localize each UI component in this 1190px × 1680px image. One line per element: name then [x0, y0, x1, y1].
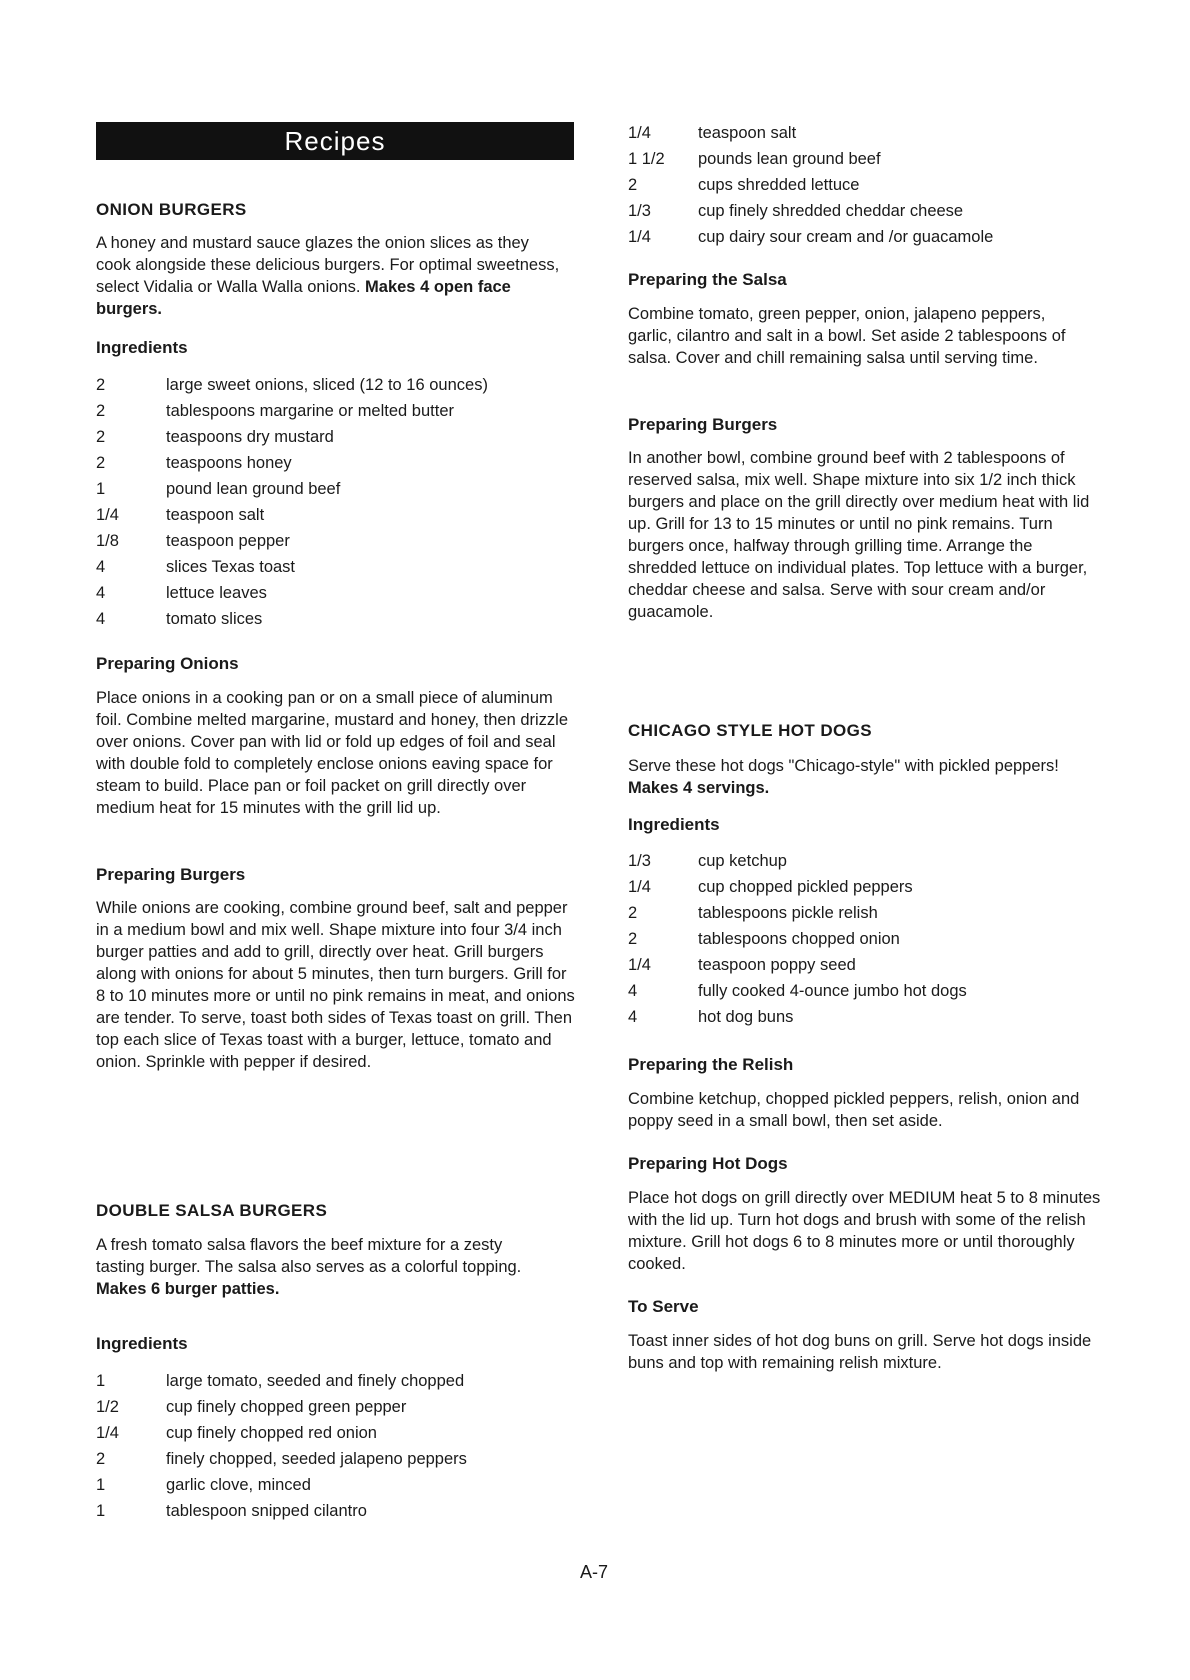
ingredient-row — [96, 554, 488, 580]
to-serve-text: Toast inner sides of hot dog buns on grill. Serve hot dogs inside buns and top with remaining relish mixture. — [628, 1332, 1092, 1372]
double-salsa-title: DOUBLE SALSA BURGERS — [96, 1201, 328, 1220]
ingredient-item: tablespoon snipped cilantro — [166, 1502, 367, 1520]
ingredient-row — [628, 848, 967, 874]
hot-dogs-title: CHICAGO STYLE HOT DOGS — [628, 721, 872, 740]
ingredient-qty: 2 — [96, 402, 106, 420]
ingredient-item: teaspoon pepper — [166, 532, 290, 550]
ingredient-qty: 2 — [628, 176, 638, 194]
ingredient-row — [96, 1368, 467, 1394]
ingredient-item: cup finely chopped red onion — [166, 1424, 377, 1442]
double-salsa-intro: A fresh tomato salsa flavors the beef mixture for a zesty tasting burger. The salsa also serves as a colorful topping. Makes 6 burger patties. — [96, 1236, 522, 1298]
ingredient-row — [96, 1472, 467, 1498]
ingredient-qty: 2 — [96, 454, 106, 472]
preparing-onions-text: Place onions in a cooking pan or on a small piece of aluminum foil. Combine melted margarine, mustard and honey, then drizzle over onions. Cover pan with lid or fold up edges of foil and seal with double fold to completely enclose onions eaving space for steam to build. Place pan or foil packet on grill directly over medium heat for 15 minutes with the grill lid up. — [96, 689, 569, 817]
ingredient-item: large sweet onions, sliced (12 to 16 ounces) — [166, 376, 488, 394]
preparing-hot-dogs-head: Preparing Hot Dogs — [628, 1154, 788, 1173]
ingredient-row — [96, 1446, 467, 1472]
ingredient-item: teaspoon salt — [698, 124, 797, 142]
ingredient-row — [628, 120, 993, 146]
preparing-relish-head: Preparing the Relish — [628, 1055, 794, 1074]
onion-burgers-intro: A honey and mustard sauce glazes the onion slices as they cook alongside these delicious burgers. For optimal sweetness, select Vidalia or Walla Walla onions. Makes 4 open face burgers. — [96, 234, 560, 318]
ingredient-row — [628, 952, 967, 978]
salsa-preparing-burgers-text: In another bowl, combine ground beef with 2 tablespoons of reserved salsa, mix well. Shape mixture into six 1/2 inch thick burgers and place on the grill directly over medium heat with lid up. Grill for 13 to 15 minutes or until no pink remains. Turn burgers once, halfway through grilling time. Arrange the shredded lettuce on individual plates. Top lettuce with a burger, cheddar cheese and salsa. Serve with sour cream and/or guacamole. — [628, 449, 1090, 621]
onion-burgers-ingredient-list — [96, 372, 488, 632]
ingredient-row — [628, 978, 967, 1004]
ingredient-item: tomato slices — [166, 610, 263, 628]
ingredient-qty: 1/3 — [628, 202, 651, 220]
ingredient-row — [96, 372, 488, 398]
ingredient-row — [628, 926, 967, 952]
ingredient-item: tablespoons chopped onion — [698, 930, 900, 948]
double-salsa-ingredients-head: Ingredients — [96, 1334, 188, 1353]
ingredient-qty: 1/4 — [96, 1424, 119, 1442]
ingredient-item: cup finely chopped green pepper — [166, 1398, 407, 1416]
ingredient-row — [628, 146, 993, 172]
double-salsa-ingredient-list — [96, 1368, 467, 1524]
ingredient-qty: 4 — [96, 558, 106, 576]
ingredient-row — [96, 476, 488, 502]
ingredient-row — [96, 398, 488, 424]
ingredient-row — [96, 580, 488, 606]
ingredient-item: pound lean ground beef — [166, 480, 341, 498]
ingredient-qty: 1/4 — [628, 878, 651, 896]
ingredient-item: cups shredded lettuce — [698, 176, 860, 194]
ingredient-item: teaspoons honey — [166, 454, 292, 472]
hot-dogs-ingredient-list — [628, 848, 967, 1030]
recipes-banner: Recipes — [96, 122, 574, 160]
ingredient-qty: 1/4 — [628, 956, 651, 974]
ingredient-qty: 2 — [96, 376, 106, 394]
ingredient-qty: 1/4 — [628, 124, 651, 142]
ingredient-qty: 1/8 — [96, 532, 119, 550]
ingredient-item: cup ketchup — [698, 852, 787, 870]
ingredient-qty: 1/2 — [96, 1398, 119, 1416]
ingredient-row — [96, 528, 488, 554]
ingredient-qty: 1/3 — [628, 852, 651, 870]
ingredient-row — [628, 224, 993, 250]
ingredient-qty: 2 — [628, 930, 638, 948]
ingredient-qty: 2 — [628, 904, 638, 922]
ingredient-qty: 2 — [96, 1450, 106, 1468]
ingredient-qty: 4 — [628, 1008, 638, 1026]
ingredient-item: finely chopped, seeded jalapeno peppers — [166, 1450, 467, 1468]
preparing-salsa-text: Combine tomato, green pepper, onion, jalapeno peppers, garlic, cilantro and salt in a bowl. Set aside 2 tablespoons of salsa. Cover and chill remaining salsa until serving time. — [628, 305, 1066, 367]
ingredient-item: slices Texas toast — [166, 558, 296, 576]
to-serve-head: To Serve — [628, 1297, 699, 1316]
ingredient-qty: 4 — [628, 982, 638, 1000]
ingredient-row — [628, 874, 967, 900]
ingredient-item: teaspoons dry mustard — [166, 428, 334, 446]
onion-burgers-title: ONION BURGERS — [96, 200, 247, 219]
ingredient-qty: 1 — [96, 1502, 106, 1520]
ingredient-row — [96, 1420, 467, 1446]
ingredient-row — [96, 424, 488, 450]
onion-burgers-ingredients-head: Ingredients — [96, 338, 188, 357]
ingredient-row — [628, 1004, 967, 1030]
ingredient-item: tablespoons pickle relish — [698, 904, 878, 922]
ingredient-qty: 1/4 — [628, 228, 651, 246]
ingredient-item: teaspoon poppy seed — [698, 956, 856, 974]
ingredient-item: pounds lean ground beef — [698, 150, 881, 168]
ingredient-row — [628, 900, 967, 926]
ingredient-qty: 1 — [96, 1372, 106, 1390]
ingredient-qty: 1/4 — [96, 506, 119, 524]
ingredient-row — [96, 502, 488, 528]
ingredient-item: teaspoon salt — [166, 506, 265, 524]
ingredient-row — [628, 172, 993, 198]
ingredient-row — [628, 198, 993, 224]
ingredient-row — [96, 1394, 467, 1420]
onion-preparing-burgers-text: While onions are cooking, combine ground beef, salt and pepper in a medium bowl and mix well. Shape mixture into four 3/4 inch burger patties and add to grill, directly over heat. Grill burgers along with onions for about 5 minutes, then turn burgers. Grill for 8 to 10 minutes more or until no pink remains in meat, and onions are tender. To serve, toast both sides of Texas toast on grill. Then top each slice of Texas toast with a burger, lettuce, tomato and onion. Sprinkle with pepper if desired. — [96, 899, 575, 1071]
ingredient-item: lettuce leaves — [166, 584, 267, 602]
ingredient-row — [96, 1498, 467, 1524]
ingredient-qty: 1 — [96, 1476, 106, 1494]
ingredient-item: cup chopped pickled peppers — [698, 878, 913, 896]
ingredient-item: cup finely shredded cheddar cheese — [698, 202, 964, 220]
ingredient-qty: 2 — [96, 428, 106, 446]
page-number: A-7 — [580, 1562, 609, 1582]
preparing-salsa-head: Preparing the Salsa — [628, 270, 787, 289]
ingredient-item: fully cooked 4-ounce jumbo hot dogs — [698, 982, 967, 1000]
ingredient-row — [96, 450, 488, 476]
hot-dogs-intro: Serve these hot dogs "Chicago-style" with pickled peppers! Makes 4 servings. — [628, 757, 1059, 797]
hot-dogs-ingredients-head: Ingredients — [628, 815, 720, 834]
preparing-onions-head: Preparing Onions — [96, 654, 239, 673]
ingredient-item: hot dog buns — [698, 1008, 794, 1026]
ingredient-qty: 4 — [96, 584, 106, 602]
preparing-hot-dogs-text: Place hot dogs on grill directly over MEDIUM heat 5 to 8 minutes with the lid up. Turn hot dogs and brush with some of the relish mixture. Grill hot dogs 6 to 8 minutes more or until thoroughly cooked. — [628, 1189, 1101, 1273]
double-salsa-ingredient-list-continued — [628, 120, 993, 250]
preparing-relish-text: Combine ketchup, chopped pickled peppers, relish, onion and poppy seed in a small bowl, then set aside. — [628, 1090, 1080, 1130]
ingredient-row — [96, 606, 488, 632]
ingredient-item: tablespoons margarine or melted butter — [166, 402, 454, 420]
ingredient-qty: 1 1/2 — [628, 150, 665, 168]
ingredient-qty: 4 — [96, 610, 106, 628]
onion-preparing-burgers-head: Preparing Burgers — [96, 865, 246, 884]
ingredient-item: large tomato, seeded and finely chopped — [166, 1372, 465, 1390]
ingredient-qty: 1 — [96, 480, 106, 498]
salsa-preparing-burgers-head: Preparing Burgers — [628, 415, 778, 434]
ingredient-item: garlic clove, minced — [166, 1476, 311, 1494]
ingredient-item: cup dairy sour cream and /or guacamole — [698, 228, 994, 246]
